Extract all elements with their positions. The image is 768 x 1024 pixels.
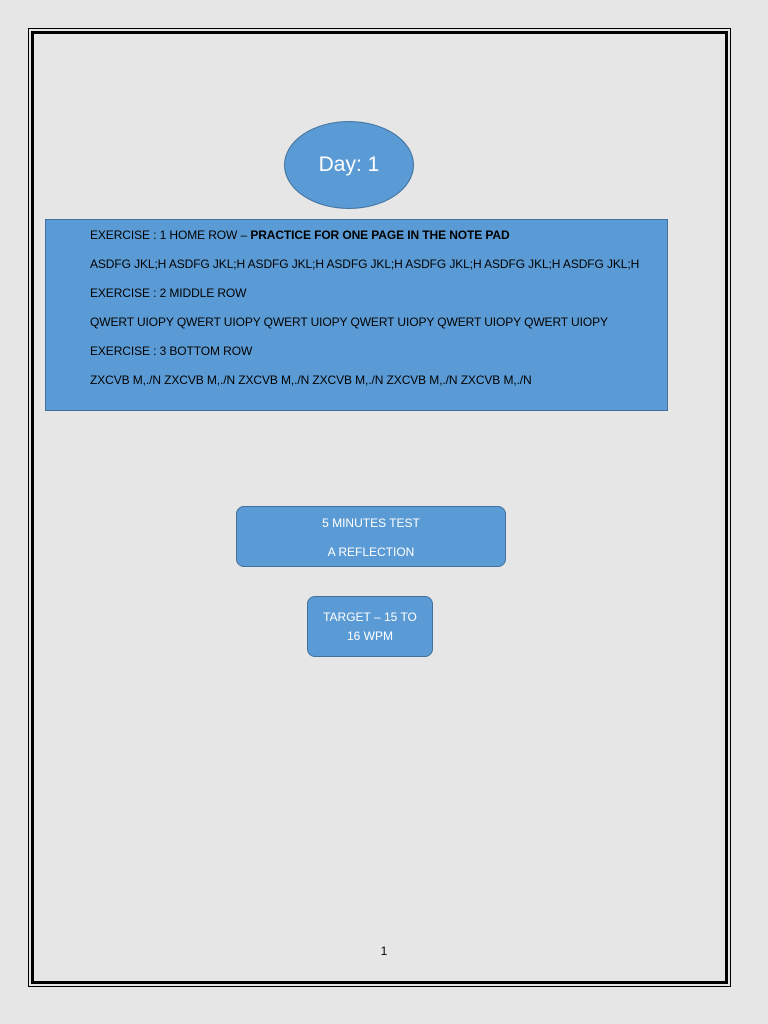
target-line-2: 16 WPM bbox=[346, 629, 393, 643]
target-line-1: TARGET – 15 TO bbox=[323, 610, 417, 624]
exercise-3-title: EXERCISE : 3 BOTTOM ROW bbox=[90, 344, 253, 358]
page-number: 1 bbox=[380, 944, 388, 958]
test-reflection-label: A REFLECTION bbox=[327, 545, 415, 559]
exercise-panel bbox=[45, 219, 668, 411]
exercise-1-title: EXERCISE : 1 HOME ROW – bbox=[90, 228, 251, 242]
exercise-2-text: QWERT UIOPY QWERT UIOPY QWERT UIOPY QWERT UIOPY QWERT UIOPY QWERT UIOPY bbox=[90, 315, 608, 329]
day-label: Day: 1 bbox=[318, 153, 380, 176]
exercise-3-text: ZXCVB M,./N ZXCVB M,./N ZXCVB M,./N ZXCVB M,./N ZXCVB M,./N ZXCVB M,./N bbox=[90, 373, 532, 387]
test-duration-label: 5 MINUTES TEST bbox=[322, 516, 420, 530]
exercise-1-instruction: PRACTICE FOR ONE PAGE IN THE NOTE PAD bbox=[250, 228, 510, 242]
target-box bbox=[307, 596, 433, 657]
test-box bbox=[236, 506, 506, 567]
exercise-1-heading bbox=[90, 228, 510, 242]
exercise-2-title: EXERCISE : 2 MIDDLE ROW bbox=[90, 286, 247, 300]
exercise-1-text: ASDFG JKL;H ASDFG JKL;H ASDFG JKL;H ASDFG JKL;H ASDFG JKL;H ASDFG JKL;H ASDFG JKL;H bbox=[90, 257, 640, 271]
day-badge bbox=[284, 121, 414, 209]
